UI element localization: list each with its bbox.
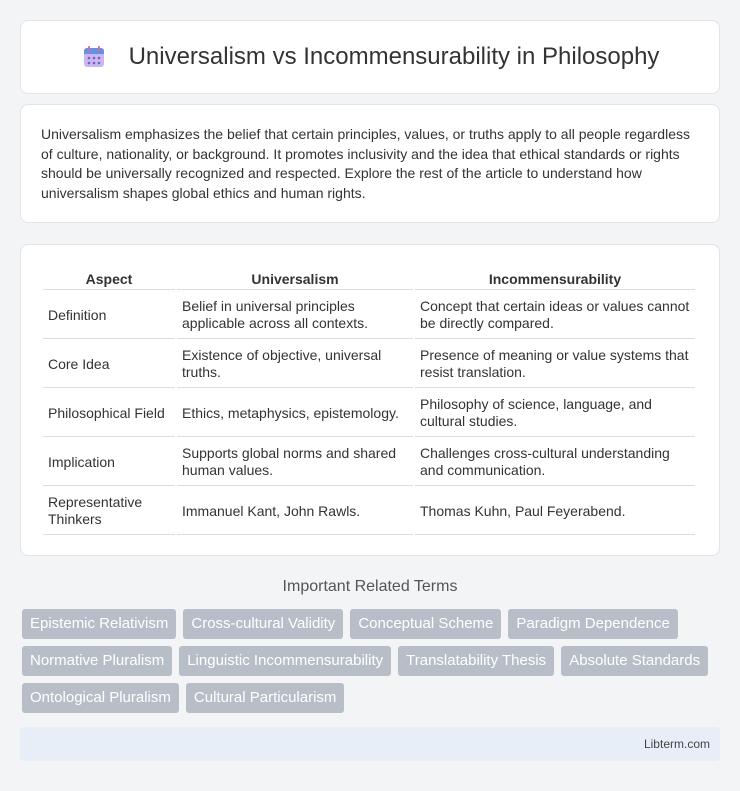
- table-cell-universalism: Supports global norms and shared human values.: [177, 439, 413, 486]
- related-terms-list: [22, 609, 722, 720]
- table-header-row: [43, 267, 695, 290]
- table-cell-incommensurability: Challenges cross-cultural understanding and communication.: [415, 439, 695, 486]
- table-cell-incommensurability: Thomas Kuhn, Paul Feyerabend.: [415, 488, 695, 535]
- comparison-table: [41, 265, 697, 537]
- related-term-tag[interactable]: Ontological Pluralism: [22, 683, 179, 713]
- table-cell-aspect: Core Idea: [43, 341, 175, 388]
- table-cell-aspect: Philosophical Field: [43, 390, 175, 437]
- intro-card: [20, 104, 720, 223]
- related-term-tag[interactable]: Absolute Standards: [561, 646, 708, 676]
- related-term-tag[interactable]: Translatability Thesis: [398, 646, 554, 676]
- table-cell-aspect: Definition: [43, 292, 175, 339]
- calendar-icon: [81, 44, 107, 70]
- related-term-tag[interactable]: Conceptual Scheme: [350, 609, 501, 639]
- related-term-tag[interactable]: Paradigm Dependence: [508, 609, 677, 639]
- table-row: [43, 341, 695, 388]
- footer: [20, 727, 720, 761]
- related-term-tag[interactable]: Epistemic Relativism: [22, 609, 176, 639]
- footer-site-link[interactable]: Libterm.com: [643, 737, 710, 751]
- header-aspect: Aspect: [43, 267, 175, 290]
- table-row: [43, 488, 695, 535]
- table-cell-universalism: Immanuel Kant, John Rawls.: [177, 488, 413, 535]
- related-term-tag[interactable]: Cross-cultural Validity: [183, 609, 343, 639]
- table-row: [43, 292, 695, 339]
- table-cell-incommensurability: Presence of meaning or value systems that resist translation.: [415, 341, 695, 388]
- header-universalism: Universalism: [177, 267, 413, 290]
- table-cell-incommensurability: Philosophy of science, language, and cultural studies.: [415, 390, 695, 437]
- intro-text: Universalism emphasizes the belief that certain principles, values, or truths apply to all people regardless of culture, nationality, or background. It promotes inclusivity and the idea that ethical standards or rights should be universally recognized and respected. Explore the rest of the article to understand how universalism shapes global ethics and human rights.: [41, 126, 690, 201]
- table-row: [43, 439, 695, 486]
- table-cell-universalism: Ethics, metaphysics, epistemology.: [177, 390, 413, 437]
- table-cell-incommensurability: Concept that certain ideas or values cannot be directly compared.: [415, 292, 695, 339]
- related-term-tag[interactable]: Cultural Particularism: [186, 683, 345, 713]
- comparison-table-card: [20, 244, 720, 556]
- header-incommensurability: Incommensurability: [415, 267, 695, 290]
- related-term-tag[interactable]: Linguistic Incommensurability: [179, 646, 391, 676]
- table-cell-universalism: Existence of objective, universal truths.: [177, 341, 413, 388]
- header-card: [20, 20, 720, 94]
- table-cell-aspect: Representative Thinkers: [43, 488, 175, 535]
- related-term-tag[interactable]: Normative Pluralism: [22, 646, 172, 676]
- table-cell-universalism: Belief in universal principles applicable across all contexts.: [177, 292, 413, 339]
- table-cell-aspect: Implication: [43, 439, 175, 486]
- page-title: Universalism vs Incommensurability in Philosophy: [128, 43, 660, 70]
- table-row: [43, 390, 695, 437]
- related-terms-title: Important Related Terms: [282, 578, 458, 595]
